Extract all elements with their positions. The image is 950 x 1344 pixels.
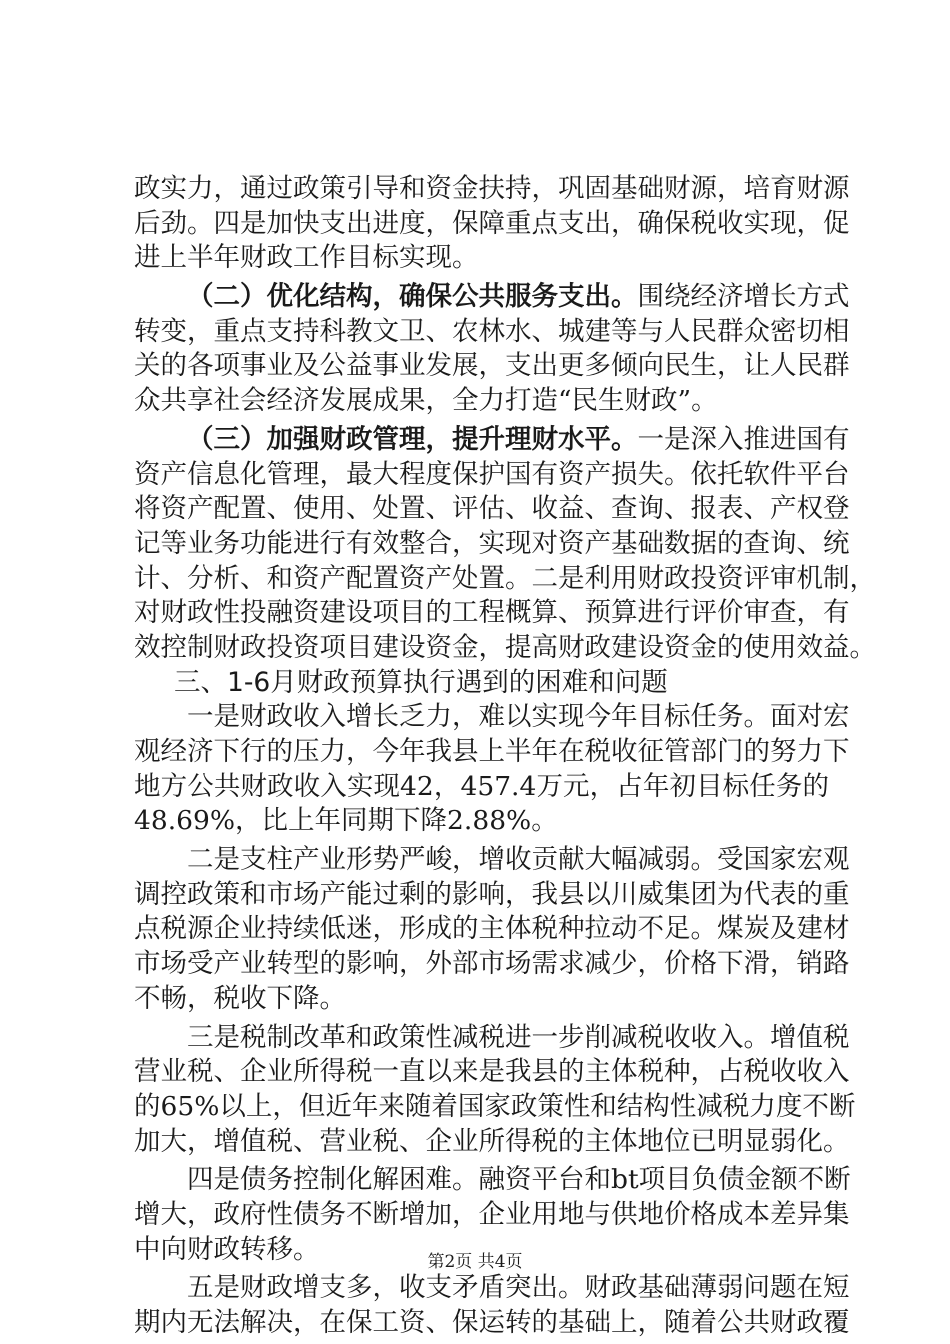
document-body	[134, 172, 876, 1341]
text-line: 记等业务功能进行有效整合，实现对资产基础数据的查询、统	[134, 527, 850, 559]
text-line: 营业税、企业所得税一直以来是我县的主体税种，占税收收入	[134, 1056, 850, 1088]
text-line: 将资产配置、使用、处置、评估、收益、查询、报表、产权登	[134, 493, 850, 525]
text-line: 二是支柱产业形势严峻，增收贡献大幅减弱。受国家宏观	[187, 844, 850, 876]
text-line: 一是财政收入增长乏力，难以实现今年目标任务。面对宏	[187, 701, 850, 733]
text-line: 三是税制改革和政策性减税进一步削减税收收入。增值税	[187, 1021, 850, 1053]
text-line: 48.69%，比上年同期下降2.88%。	[134, 805, 558, 837]
text-line: 计、分析、和资产配置资产处置。二是利用财政投资评审机制，	[134, 562, 876, 594]
text-line: 期内无法解决，在保工资、保运转的基础上，随着公共财政覆	[134, 1307, 850, 1338]
text-line: 观经济下行的压力，今年我县上半年在税收征管部门的努力下	[134, 736, 850, 767]
text-line: 地方公共财政收入实现42，457.4万元，占年初目标任务的	[134, 770, 829, 802]
text-line: 加大，增值税、营业税、企业所得税的主体地位已明显弱化。	[134, 1125, 850, 1157]
text-line: 对财政性投融资建设项目的工程概算、预算进行评价审查，有	[134, 597, 850, 629]
text-line: 的65%以上，但近年来随着国家政策性和结构性减税力度不断	[134, 1090, 856, 1122]
text-line	[134, 280, 850, 315]
section-title: 三、1-6月财政预算执行遇到的困难和问题	[174, 666, 668, 698]
text-line: 后劲。四是加快支出进度，保障重点支出，确保税收实现，促	[134, 207, 850, 239]
subsection-heading: （三）加强财政管理，提升理财水平。	[187, 423, 638, 455]
text-line: 政实力，通过政策引导和资金扶持，巩固基础财源，培育财源	[134, 173, 850, 204]
page-number-footer: 第2页 共4页	[427, 1252, 523, 1272]
text-line	[134, 423, 850, 458]
text-run: 围绕经济增长方式	[637, 281, 850, 313]
text-line: 增大，政府性债务不断增加，企业用地与供地价格成本差异集	[134, 1198, 850, 1230]
text-line: 进上半年财政工作目标实现。	[134, 242, 479, 274]
text-line: 四是债务控制化解困难。融资平台和bt项目负债金额不断	[187, 1164, 851, 1196]
text-line: 五是财政增支多，收支矛盾突出。财政基础薄弱问题在短	[187, 1272, 850, 1304]
text-line: 关的各项事业及公益事业发展，支出更多倾向民生，让人民群	[134, 350, 850, 382]
text-line: 市场受产业转型的影响，外部市场需求减少，价格下滑，销路	[134, 948, 850, 980]
text-line: 众共享社会经济发展成果，全力打造“民生财政”。	[134, 385, 718, 417]
text-line: 资产信息化管理，最大程度保护国有资产损失。依托软件平台	[134, 458, 850, 490]
text-line: 中向财政转移。	[134, 1233, 320, 1265]
text-line: 点税源企业持续低迷，形成的主体税种拉动不足。煤炭及建材	[134, 913, 850, 945]
text-line: 调控政策和市场产能过剩的影响，我县以川威集团为代表的重	[134, 878, 850, 910]
text-run: 一是深入推进国有	[637, 423, 850, 455]
text-line: 效控制财政投资项目建设资金，提高财政建设资金的使用效益。	[134, 631, 876, 663]
subsection-heading: （二）优化结构，确保公共服务支出。	[187, 281, 638, 313]
text-line: 不畅，税收下降。	[134, 982, 346, 1014]
text-line: 转变，重点支持科教文卫、农林水、城建等与人民群众密切相	[134, 315, 850, 347]
